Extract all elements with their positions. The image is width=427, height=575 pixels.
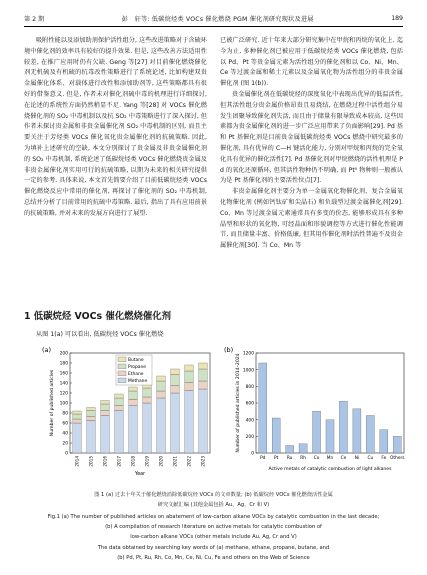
bar-segment-propane <box>73 414 82 419</box>
bar-segment-ethane <box>101 411 110 416</box>
bar-segment-methane <box>185 391 194 454</box>
bar-segment-ethane <box>199 381 208 389</box>
x-tick-label: 2014 <box>74 456 80 467</box>
y-tick-label: 200 <box>245 434 254 440</box>
bar-segment-propane <box>143 388 152 397</box>
bar-segment-butane <box>129 387 138 391</box>
y-tick-label: 200 <box>59 351 68 357</box>
x-axis-label: Active metals of catalytic combustion of light alkanes <box>268 467 392 472</box>
bar-segment-methane <box>73 423 82 453</box>
page-number: 189 <box>391 14 403 22</box>
bar-segment-ethane <box>129 400 138 406</box>
bar-segment-propane <box>171 375 180 386</box>
running-title: 彭 轩等: 低碳烷烃类 VOCs 催化燃烧 PGM 催化剂研究现状及进展 <box>121 15 314 23</box>
y-axis-label: Number of published articles in 2014–2024 <box>236 353 241 453</box>
x-tick-label: Ce <box>340 456 347 461</box>
x-tick-label: 2023 <box>200 456 206 467</box>
y-tick-label: 40 <box>62 431 68 437</box>
bar-segment-propane <box>115 398 124 406</box>
bar-co <box>313 411 321 453</box>
bar-segment-propane <box>185 371 194 383</box>
bar-segment-propane <box>157 381 166 391</box>
figure-caption-en-5: (b) Pd, Pt, Ru, Rh, Co, Mn, Ce, Ni, Cu, Fe and others on the Web of Science <box>117 555 310 561</box>
y-tick-label: 400 <box>245 418 254 424</box>
bar-cu <box>366 416 374 454</box>
bar-segment-ethane <box>87 417 96 421</box>
chart-b-svg <box>222 343 408 483</box>
bar-segment-methane <box>171 393 180 453</box>
x-tick-label: Pd <box>260 456 266 461</box>
bar-segment-propane <box>87 411 96 417</box>
chart-a-svg <box>40 343 216 483</box>
legend-label-butane: Butane <box>128 358 144 363</box>
bar-rh <box>299 444 307 453</box>
header-rule <box>24 26 403 27</box>
figure-caption-en-2: (b) A compilation of research literature on active metals for catalytic combustion of <box>105 524 322 530</box>
x-tick-label: 2018 <box>130 456 136 467</box>
legend-label-methane: Methane <box>128 379 148 384</box>
bar-pt <box>272 418 280 453</box>
bar-others <box>393 436 401 453</box>
bar-segment-propane <box>129 391 138 400</box>
y-tick-label: 80 <box>62 411 68 417</box>
bar-pd <box>259 363 267 453</box>
bar-segment-methane <box>115 411 124 454</box>
bar-mn <box>326 420 334 453</box>
bar-fe <box>380 430 388 453</box>
x-tick-label: Co <box>313 456 320 461</box>
section-heading: 1 低碳烷烃 VOCs 催化燃烧催化剂 <box>24 311 171 322</box>
bar-segment-butane <box>115 394 124 398</box>
x-tick-label: Fe <box>381 456 387 461</box>
legend-label-ethane: Ethane <box>128 372 144 377</box>
panel-a-label: (a) <box>42 346 52 354</box>
left-paragraph: 吸附性能以及添加助剂保护活性组分, 这些改进策略对于含硫环境中催化剂的效率具有较好的提升效果. 但是, 这些改善方法适用性较差, 在推广应用时仍有欠缺. Geng 等[27] 对目前催化燃烧催化剂无机硫及有机硫的抗毒改性策略进行了系统论述, 比如构建双贵金属催化体系、对载体进行改性和添加助剂等, 这些策略都具有很好的借鉴意义. 但是, 作者未对催化剂硫中毒的机理进行详细探讨, 在论述的系统性方面仍然稍显不足. Yang 等[28] 对 VOCs 催化燃烧催化剂的 SO₂ 中毒机制以及抗 SO₂ 中毒策略进行了深入探讨, 但作者未探讨贵金属和非贵金属催化剂 SO₂ 中毒机制的区别, 而且主要关注于芳烃类 VOCs 催化氧化贵金属催化剂的抗硫策略. 因此, 为填补上述研究的空缺, 本文分别探讨了贵金属及非贵金属催化剂的 SO₂ 中毒机制, 系统论述了低碳烷烃类 VOCs 催化燃烧贵金属及非贵金属催化剂实用可行的抗硫策略, 以期为未来的相关研究提供一定的参考. 具体来说, 本文首先简要介绍了目前低碳烷烃类 VOCs 催化燃烧反应中常用的催化剂, 再探讨了催化剂的 SO₂ 中毒机制, 总结并分析了目前常用的抗硫中毒策略. 最后, 指出了具有应用前景的抗硫策略, 并对未来的发展方向进行了展望. <box>24 37 207 217</box>
bar-segment-butane <box>171 369 180 375</box>
y-tick-label: 60 <box>62 421 68 427</box>
y-tick-label: 0 <box>251 451 254 457</box>
x-tick-label: 2020 <box>158 456 164 467</box>
y-tick-label: 600 <box>245 401 254 407</box>
bar-segment-butane <box>87 408 96 411</box>
issue-number: 第 2 期 <box>24 15 45 23</box>
y-tick-label: 140 <box>59 381 68 387</box>
bar-segment-ethane <box>171 386 180 394</box>
bar-segment-ethane <box>115 406 124 411</box>
legend-swatch-ethane <box>118 371 126 376</box>
bar-segment-ethane <box>73 419 82 423</box>
bar-segment-propane <box>199 369 208 381</box>
figure-caption-en-1: Fig.1 (a) The number of published articles on abatement of low-carbon alkane VOCs by catalytic combustion in the last decade; <box>47 514 380 520</box>
x-tick-label: Mn <box>326 456 334 461</box>
right-paragraph-3: 非贵金属催化剂主要分为单一金属氧化物催化剂、复合金属氧化物催化剂 (例如钙钛矿和尖晶石) 和负载型过渡金属催化剂[29]. Co、Mn 等过渡金属元素通常具有多变的价态, 能够形成具有多种晶型和形状的氧化物, 可经晶面和形貌调控等方式进行催化性能调节, 而且储量丰富、价格低廉, 但其用作催化剂时活性普遍不及贵金属催化剂[30]. 当 Co、Mn 等 <box>220 188 403 250</box>
figure-panel-a <box>40 343 216 483</box>
bar-segment-butane <box>101 401 110 405</box>
section-lead-text: 从图 1(a) 可以看出, 低碳烷烃 VOCs 催化燃烧 <box>36 331 164 338</box>
figure-caption-cn-2: 研究文献汇编 (其他金属包括 Au、Ag、Cr 和 V) <box>157 502 270 508</box>
x-tick-label: 2019 <box>144 456 150 467</box>
x-tick-label: Others <box>390 456 405 461</box>
left-column <box>24 36 207 306</box>
figure-panel-b <box>222 343 408 483</box>
x-tick-label: 2016 <box>102 456 108 467</box>
bar-segment-propane <box>101 404 110 411</box>
bar-ce <box>339 401 347 453</box>
bar-segment-ethane <box>157 391 166 398</box>
bar-segment-methane <box>129 406 138 454</box>
bar-segment-butane <box>157 376 166 381</box>
x-tick-label: 2017 <box>116 456 122 467</box>
bar-segment-butane <box>199 363 208 369</box>
bar-segment-ethane <box>185 383 194 391</box>
y-tick-label: 160 <box>59 371 68 377</box>
bar-segment-methane <box>157 398 166 453</box>
bar-segment-methane <box>199 389 208 453</box>
right-paragraph-1: 已被广泛研究. 近十年来大部分研究集中在甲烷和丙烷的氧化上. 迄今为止, 多种催化剂已被应用于低碳烷烃类 VOCs 催化燃烧, 包括以 Pd、Pt 等贵金属元素为活性组分的催化剂和以 Co、Ni、Mn、Ce 等过渡金属和稀土元素以及金属氧化物为活性组分的非贵金属催化剂 (图 1(b)). <box>220 37 403 88</box>
bar-ni <box>353 409 361 453</box>
y-tick-label: 100 <box>59 401 68 407</box>
x-tick-label: 2022 <box>186 456 192 467</box>
legend-swatch-butane <box>118 357 126 362</box>
running-header <box>24 12 403 24</box>
y-axis-label: Number of published articles <box>50 369 55 437</box>
y-tick-label: 1000 <box>242 368 254 374</box>
bar-segment-methane <box>101 416 110 454</box>
figure-caption-cn-1: 图 1 (a) 过去十年关于催化燃烧消除低碳烷烃 VOCs 的文章数量; (b) 低碳烷烃 VOCs 催化燃烧活性金属 <box>94 492 333 498</box>
bar-segment-butane <box>73 411 82 414</box>
y-tick-label: 20 <box>62 441 68 447</box>
right-paragraph-2: 贵金属催化剂在低碳烷烃的深度氧化中表现出优异的低温活性, 但其活性组分贵金属价格昂贵且易烧结, 在燃烧过程中活性组分易发生团聚导致催化剂失活, 而且由于储量有限导致成本较高, 这些因素都为贵金属催化剂的进一步广泛应用带来了负面影响[29]. Pd 基和 Pt 基催化剂是目前贵金属低碳烷烃类 VOCs 燃烧中研究最多的催化剂, 具有优异的 C—H 键活化能力, 分别对甲烷和丙烷的完全氧化具有优异的催化活性[7]. Pd 基催化剂对甲烷燃烧的活性机理是 Pd 的氧化还原循环, 但其活性物种仍不明确, 而 Pt⁰ 物种则一般被认为是 Pt 基催化剂的主要活性位点[7]. <box>220 90 403 185</box>
legend-swatch-propane <box>118 364 126 369</box>
bar-segment-methane <box>87 421 96 454</box>
y-tick-label: 0 <box>65 451 68 457</box>
y-tick-label: 800 <box>245 384 254 390</box>
bar-segment-butane <box>185 365 194 371</box>
x-tick-label: Ru <box>286 456 293 461</box>
x-tick-label: Pt <box>274 456 279 461</box>
legend-label-propane: Propane <box>128 365 146 370</box>
y-tick-label: 180 <box>59 361 68 367</box>
x-tick-label: Rh <box>300 456 306 461</box>
panel-b-label: (b) <box>224 346 234 354</box>
legend-swatch-methane <box>118 378 126 383</box>
y-tick-label: 120 <box>59 391 68 397</box>
y-tick-label: 1200 <box>242 351 254 357</box>
x-tick-label: 2021 <box>172 456 178 467</box>
figure-caption-en-4: The data obtained by searching key words of (a) methane, ethane, propane, butane, and <box>97 545 330 551</box>
right-column <box>220 36 403 372</box>
bar-segment-ethane <box>143 397 152 403</box>
x-tick-label: Ni <box>354 456 360 461</box>
x-tick-label: Cu <box>367 456 374 461</box>
bar-segment-methane <box>143 403 152 453</box>
figure-caption-en-3: low-carbon alkane VOCs (other metals include Au, Ag, Cr and V) <box>130 534 297 540</box>
x-tick-label: 2015 <box>88 456 94 467</box>
x-axis-label: Year <box>134 472 146 477</box>
bar-ru <box>286 446 294 454</box>
